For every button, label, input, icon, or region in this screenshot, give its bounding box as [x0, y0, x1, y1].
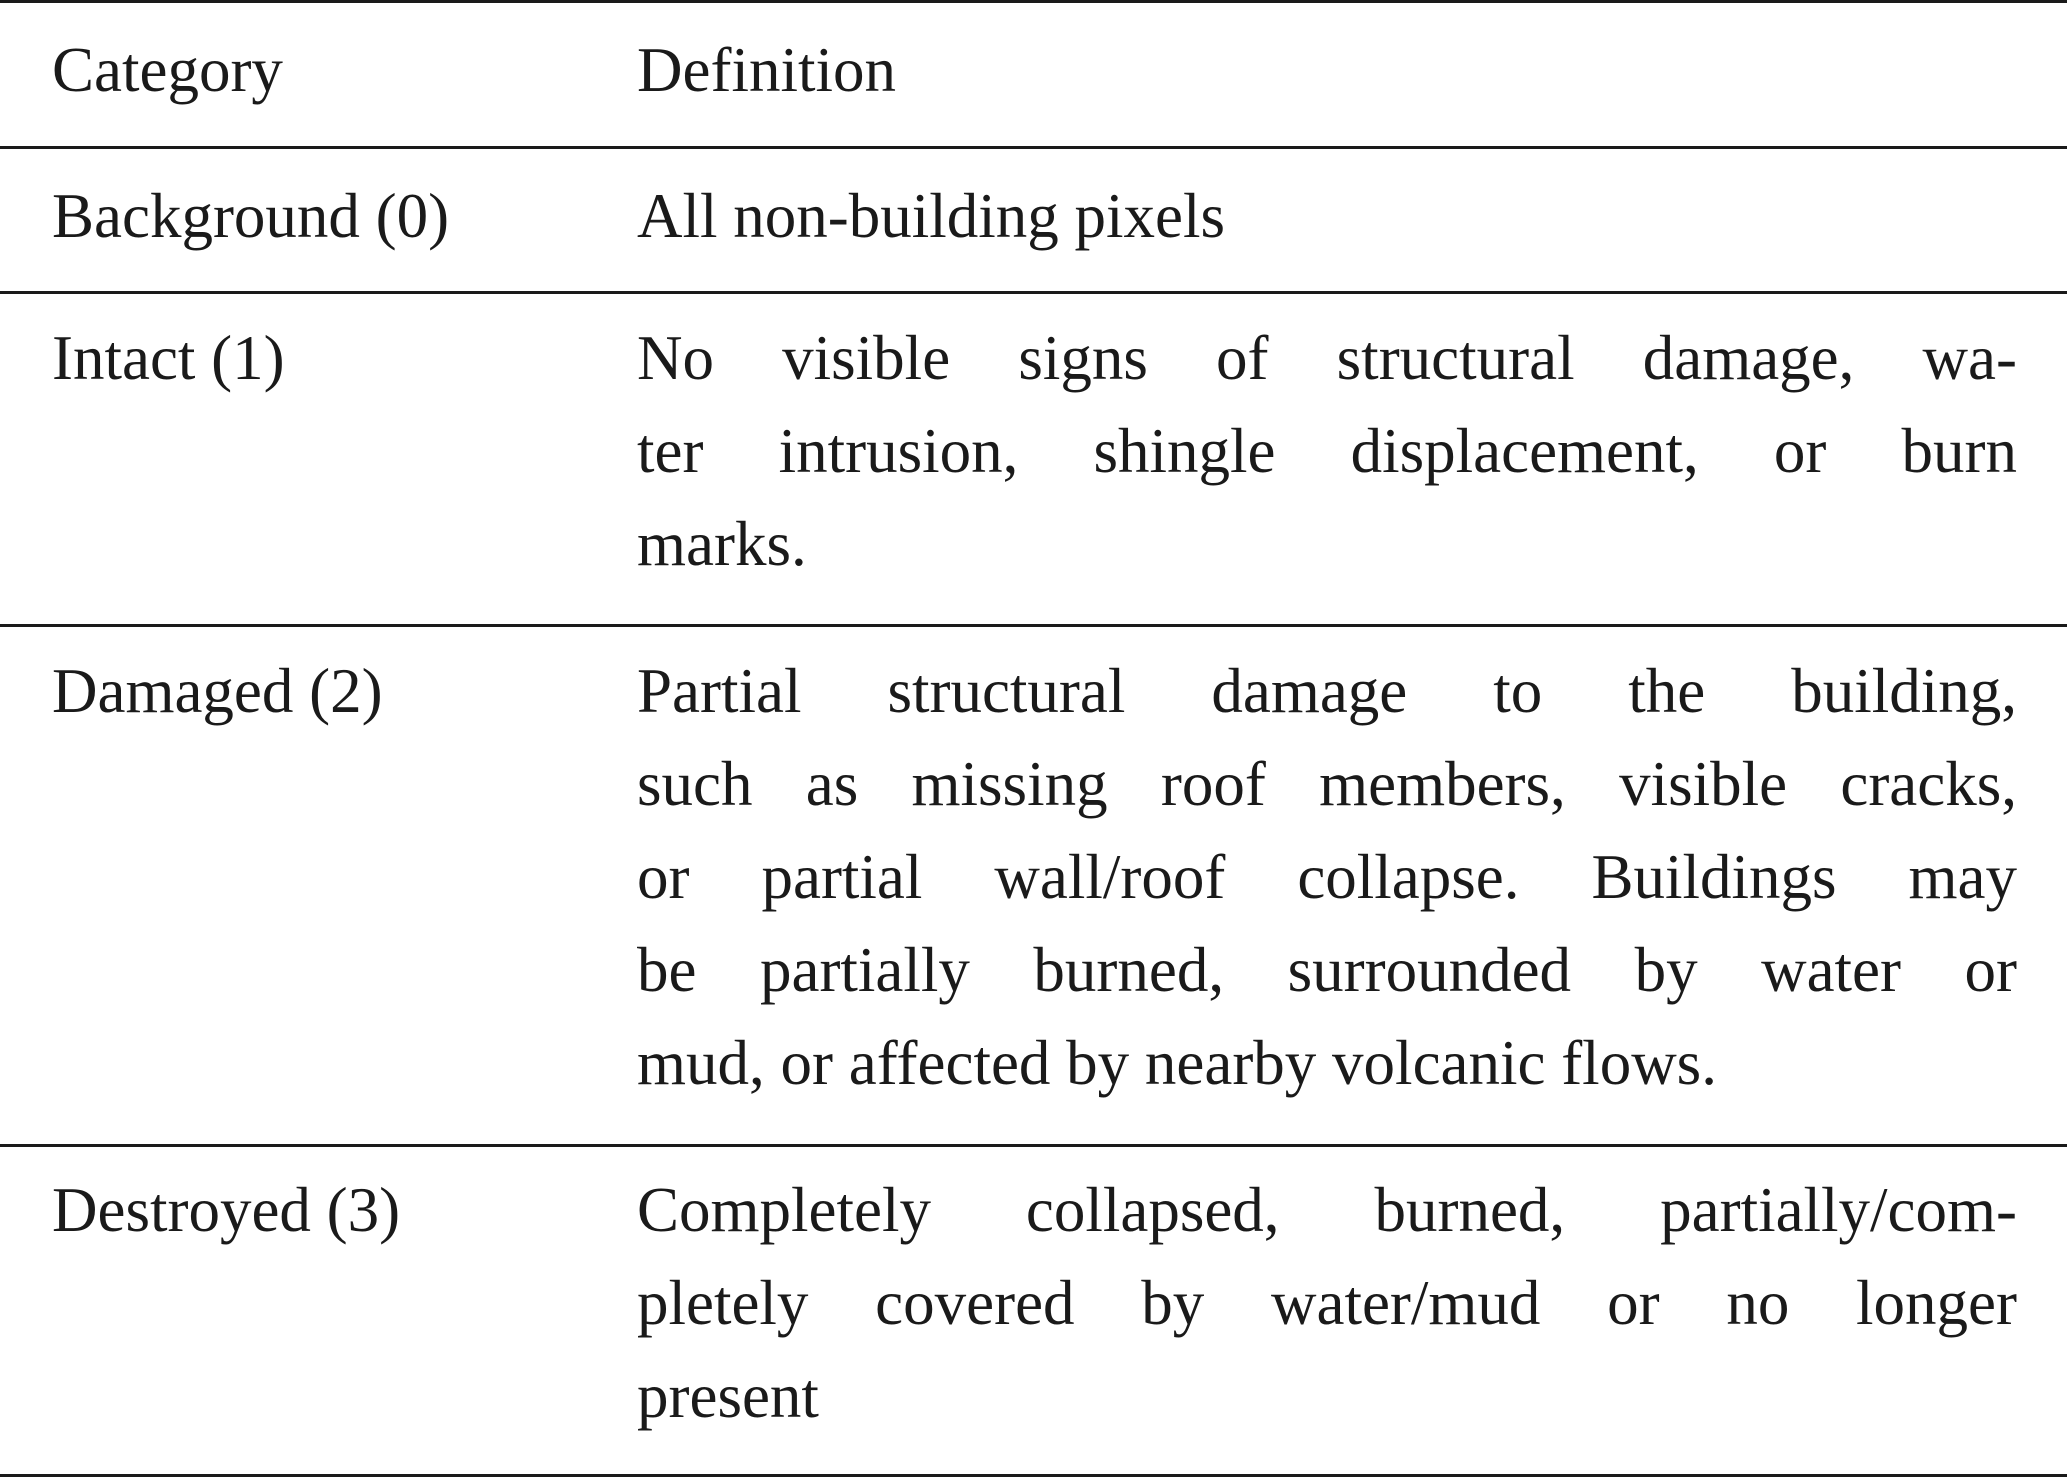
definition-line: All non-building pixels — [637, 181, 1225, 251]
row-category-damaged: Damaged (2) — [52, 656, 383, 726]
definition-line: mud, or affected by nearby volcanic flows. — [637, 1028, 1717, 1098]
row-rule — [0, 291, 2067, 294]
header-rule — [0, 146, 2067, 149]
definition-line: be partially burned, surrounded by water or — [637, 935, 2017, 1005]
row-rule — [0, 1144, 2067, 1147]
definition-line: pletely covered by water/mud or no longer — [637, 1268, 2017, 1338]
row-category-intact: Intact (1) — [52, 323, 285, 393]
table-bottom-rule — [0, 1474, 2067, 1477]
header-category: Category — [52, 35, 283, 105]
definition-line: present — [637, 1361, 819, 1431]
row-definition-destroyed — [637, 1164, 2017, 1443]
definition-line: marks. — [637, 509, 807, 579]
definition-line: or partial wall/roof collapse. Buildings may — [637, 842, 2017, 912]
row-category-destroyed: Destroyed (3) — [52, 1175, 401, 1245]
row-category-background: Background (0) — [52, 181, 450, 251]
row-definition-damaged — [637, 645, 2017, 1110]
row-rule — [0, 624, 2067, 627]
header-definition-label: Definition — [637, 35, 896, 105]
definition-line: Completely collapsed, burned, partially/com- — [637, 1175, 2017, 1245]
definition-line: Partial structural damage to the building, — [637, 656, 2017, 726]
definition-line: such as missing roof members, visible cracks, — [637, 749, 2017, 819]
table-top-rule — [0, 0, 2067, 3]
definition-line: No visible signs of structural damage, wa- — [637, 323, 2017, 393]
row-definition-background — [637, 170, 2017, 263]
header-definition — [637, 24, 2017, 117]
row-definition-intact — [637, 312, 2017, 591]
definition-line: ter intrusion, shingle displacement, or burn — [637, 416, 2017, 486]
